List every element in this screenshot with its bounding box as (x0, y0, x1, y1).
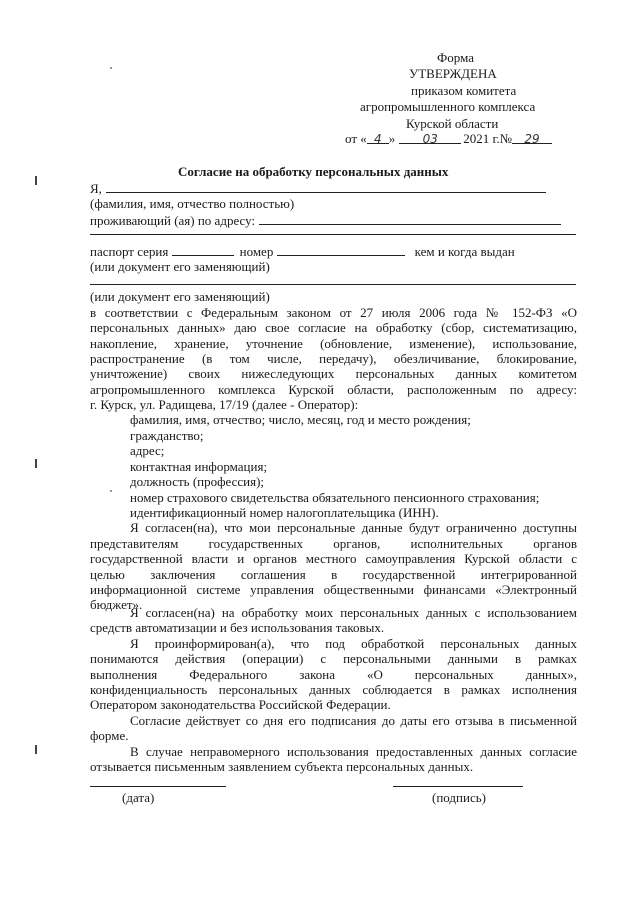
fio-hint: (фамилия, имя, отчество полностью) (90, 196, 295, 211)
ya-label: Я, (90, 181, 102, 196)
scan-mark (35, 745, 37, 754)
signature-line (393, 786, 523, 787)
issued-line (90, 284, 576, 285)
para1-line: Я согласен(на), что мои персональные данные будут ограниченно доступны (130, 520, 577, 535)
number-value: 29 (524, 132, 540, 146)
address-row (90, 212, 561, 228)
order-date-line (345, 131, 552, 146)
para4-line: Согласие действует со дня его подписания до даты его отзыва в письменной (130, 713, 577, 728)
para3-line: выполнения Федерального закона «О персональных данных», (90, 667, 577, 682)
para2-line: средств автоматизации и без использования таковых. (90, 620, 385, 635)
para3-line: понимаются действия (операции) с персональными данными в рамках (90, 651, 577, 666)
fio-line (106, 180, 546, 193)
number-field (512, 131, 552, 144)
para1-line: государственной власти и органов местного самоуправления Курской области с (90, 551, 577, 566)
scan-dot (110, 490, 112, 492)
data-item: контактная информация; (130, 459, 268, 474)
consent-line: персональных данных» даю свое согласие на обработку (сбор, систематизацию, (90, 320, 577, 335)
consent-line: агропромышленного комплекса Курской области, расположенным по адресу: (90, 382, 577, 397)
month-value: 03 (422, 132, 438, 146)
para4-line: форме. (90, 728, 129, 743)
approved-label: УТВЕРЖДЕНА (409, 66, 497, 81)
scan-mark (35, 176, 37, 185)
day-field (367, 131, 389, 144)
para1-line: информационной системе управления общественными финансами «Электронный (90, 582, 577, 597)
region-label: Курской области (406, 116, 499, 131)
date-label: (дата) (122, 790, 155, 805)
data-item: идентификационный номер налогоплательщика (ИНН). (130, 505, 439, 520)
document-title: Согласие на обработку персональных данных (178, 164, 449, 179)
consent-line: распространение (в том числе, передачу), обезличивание, блокирование, (90, 351, 577, 366)
data-item: номер страхового свидетельства обязательного пенсионного страхования; (130, 490, 540, 505)
para1-line: целью заключения соглашения в государственной интегрированной (90, 567, 577, 582)
passport-series-line (172, 243, 234, 256)
form-label: Форма (437, 50, 474, 65)
signature-label: (подпись) (432, 790, 486, 805)
data-item: гражданство; (130, 428, 204, 443)
data-item: должность (профессия); (130, 474, 265, 489)
para1-line: бюджет». (90, 597, 143, 612)
passport-number-label: номер (239, 244, 274, 259)
para3-line: Оператором законодательства Российской Федерации. (90, 697, 391, 712)
month-field (399, 131, 461, 144)
date-mid: » (388, 131, 396, 146)
address-line (259, 212, 561, 225)
passport-series-label: паспорт серия (90, 244, 169, 259)
passport-issued-label: кем и когда выдан (414, 244, 515, 259)
consent-line: накопление, хранение, уточнение (обновление, изменение), использование, (90, 336, 577, 351)
scan-mark (35, 459, 37, 468)
doc-hint-1: (или документ его заменяющий) (90, 259, 270, 274)
address-line-2 (90, 234, 576, 235)
consent-line: уничтожение) своих нижеследующих персональных данных комитетом (90, 366, 577, 381)
para3-line: конфиденциальность персональных данных соблюдается в рамках исполнения (90, 682, 577, 697)
consent-line: в соответствии с Федеральным законом от 27 июля 2006 года № 152-ФЗ «О (90, 305, 577, 320)
passport-row (90, 243, 515, 259)
fio-row (90, 180, 546, 196)
para1-line: представителям государственных органов, исполнительных органов (90, 536, 577, 551)
para2-line: Я согласен(на) на обработку моих персональных данных с использованием (130, 605, 577, 620)
doc-hint-2: (или документ его заменяющий) (90, 289, 270, 304)
data-item: адрес; (130, 443, 165, 458)
data-item: фамилия, имя, отчество; число, месяц, год и место рождения; (130, 412, 471, 427)
scan-dot (110, 67, 112, 69)
address-label: проживающий (ая) по адресу: (90, 213, 256, 228)
date-line (90, 786, 226, 787)
year-label: 2021 г.№ (463, 131, 513, 146)
committee-label: агропромышленного комплекса (360, 99, 536, 114)
para5-line: отзывается письменным заявлением субъекта персональных данных. (90, 759, 474, 774)
order-label: приказом комитета (411, 83, 517, 98)
passport-number-line (277, 243, 405, 256)
consent-line: г. Курск, ул. Радищева, 17/19 (далее - Оператор): (90, 397, 359, 412)
para5-line: В случае неправомерного использования предоставленных данных согласие (130, 744, 577, 759)
day-value: 4 (373, 132, 382, 146)
para3-line: Я проинформирован(а), что под обработкой персональных данных (130, 636, 577, 651)
date-prefix: от « (345, 131, 367, 146)
